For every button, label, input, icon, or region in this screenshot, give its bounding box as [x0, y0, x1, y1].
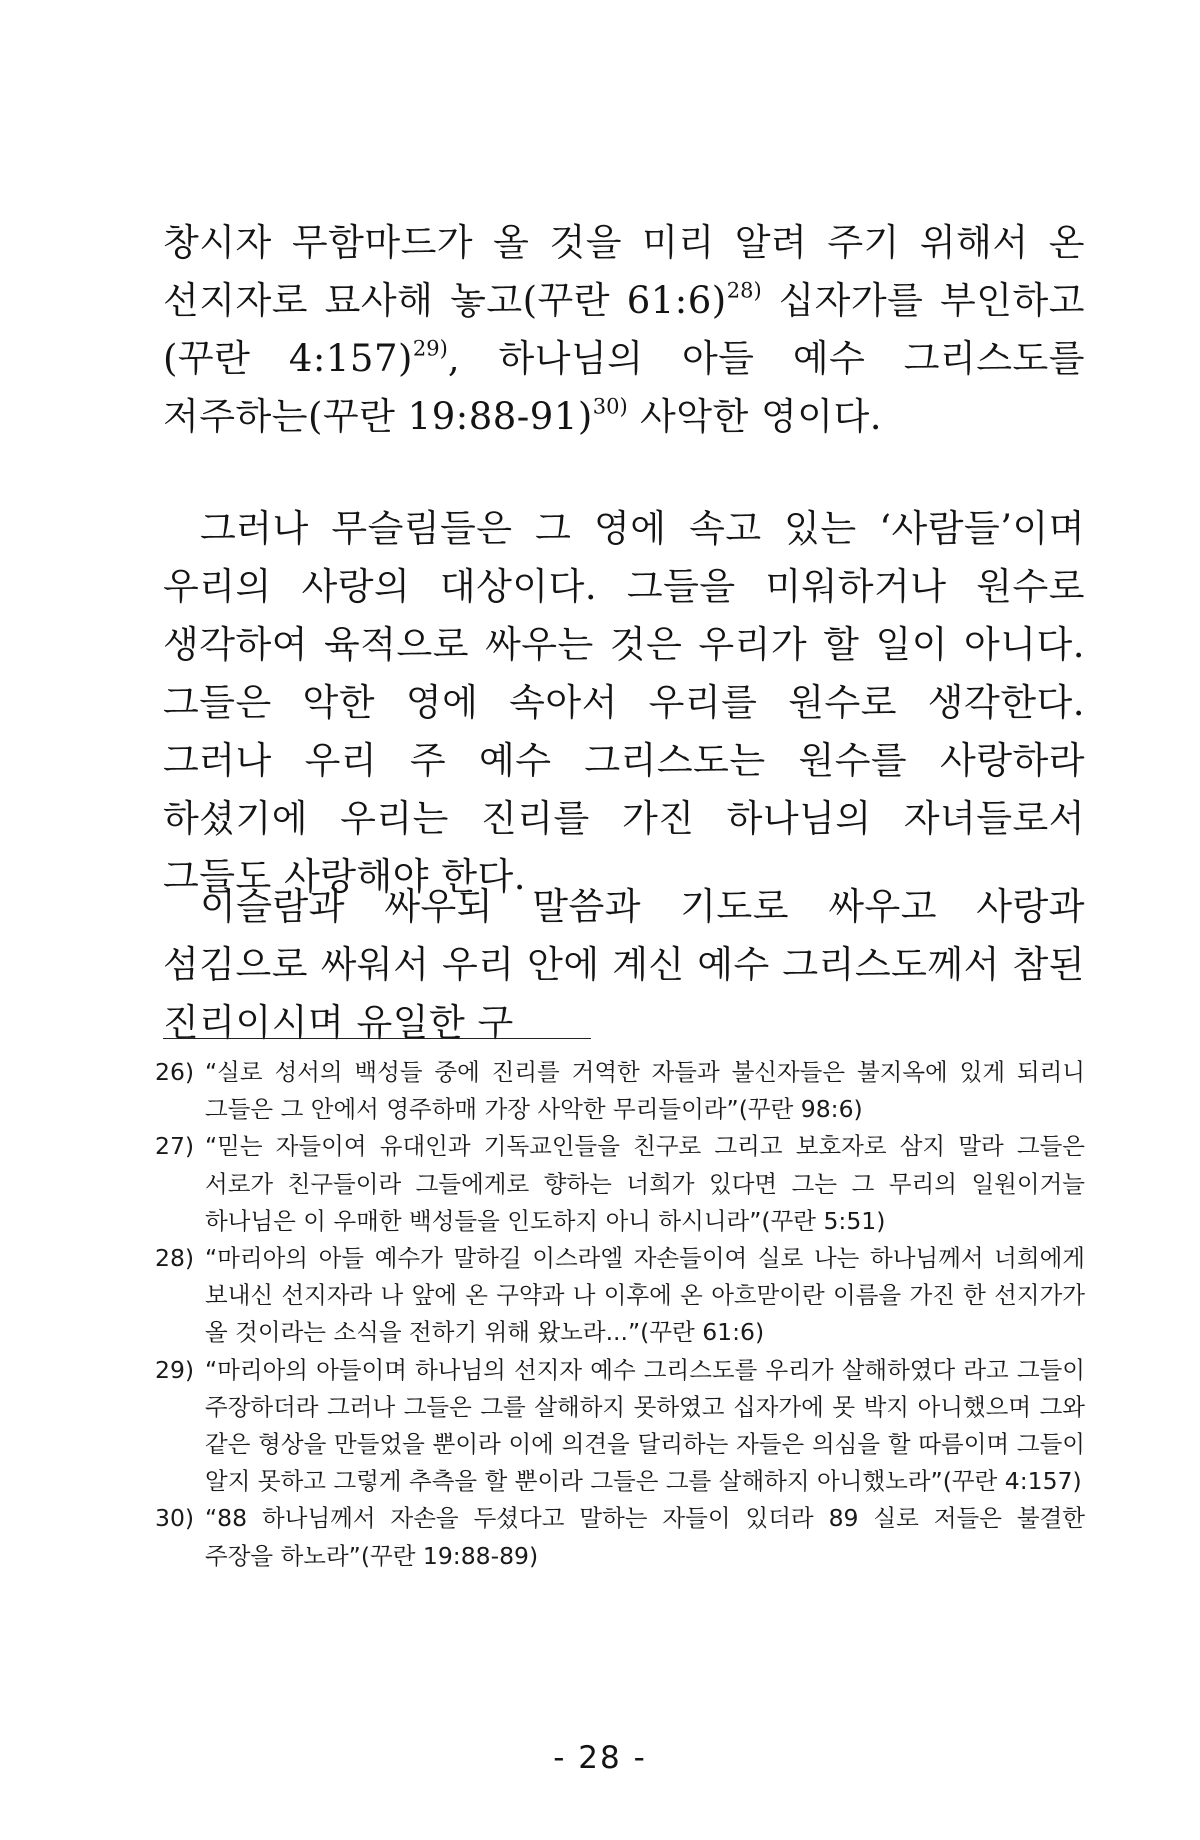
page-number: - 28 - — [553, 1740, 647, 1776]
body-paragraph-3 — [163, 878, 1085, 1052]
footnote-26 — [155, 1054, 1085, 1128]
footnote-number: 30) — [155, 1504, 195, 1533]
footnote-number: 29) — [155, 1355, 195, 1384]
paragraph-text: 창시자 무함마드가 올 것을 미리 알려 주기 위해서 온 선지자로 묘사해 놓고(꾸란 61:6) — [163, 221, 1085, 322]
paragraph-text: 그러나 무슬림들은 그 영에 속고 있는 ‘사람들’이며 우리의 사랑의 대상이다. 그들을 미워하거나 원수로 생각하여 육적으로 싸우는 것은 우리가 할 일이 아니다. 그들은 악한 영에 속아서 우리를 원수로 생각한다. 그러나 우리 주 예수 그리스도는 원수를 사랑하라 하셨기에 우리는 진리를 가진 하나님의 자녀들로서 그들도 사랑해야 한다. — [163, 507, 1085, 898]
footnote-text: “믿는 자들이여 유대인과 기독교인들을 친구로 그리고 보호자로 삼지 말라 그들은 서로가 친구들이라 그들에게로 향하는 너희가 있다면 그는 그 무리의 일원이거늘 하나님은 이 우매한 백성들을 인도하지 아니 하시니라”(꾸란 5:51) — [205, 1132, 1085, 1235]
paragraph-text: 십자가를 부인하고(꾸란 4:157) — [163, 279, 1085, 380]
footnote-ref-30: 30) — [592, 394, 628, 419]
footnote-number: 26) — [155, 1058, 195, 1086]
footnote-number: 27) — [155, 1132, 195, 1161]
footnote-28 — [155, 1240, 1085, 1352]
footnote-separator — [163, 1038, 591, 1039]
footnotes — [155, 1054, 1085, 1575]
footnote-30 — [155, 1500, 1085, 1574]
footnote-text: “마리아의 아들 예수가 말하길 이스라엘 자손들이여 실로 나는 하나님께서 너희에게 보내신 선지자라 나 앞에 온 구약과 나 이후에 온 아흐맏이란 이름을 가진 한 선지가가 올 것이라는 소식을 전하기 위해 왔노라...”(꾸란 61:6) — [205, 1244, 1085, 1347]
footnote-ref-29: 29) — [412, 336, 448, 361]
paragraph-text: , 하나님의 아들 예수 그리스도를 저주하는(꾸란 19:88-91) — [163, 337, 1085, 438]
footnote-text: “실로 성서의 백성들 중에 진리를 거역한 자들과 불신자들은 불지옥에 있게 되리니 그들은 그 안에서 영주하매 가장 사악한 무리들이라”(꾸란 98:6) — [205, 1058, 1085, 1124]
paragraph-text: 이슬람과 싸우되 말씀과 기도로 싸우고 사랑과 섬김으로 싸워서 우리 안에 계신 예수 그리스도께서 참된 진리이시며 유일한 구 — [163, 885, 1085, 1044]
body-paragraph-1 — [163, 214, 1085, 446]
footnote-number: 28) — [155, 1244, 195, 1273]
footnote-text: “마리아의 아들이며 하나님의 선지자 예수 그리스도를 우리가 살해하였다 라고 그들이 주장하더라 그러나 그들은 그를 살해하지 못하였고 십자가에 못 박지 아니했으며 그와 같은 형상을 만들었을 뿐이라 이에 의견을 달리하는 자들은 의심을 할 따름이며 그들이 알지 못하고 그렇게 추측을 할 뿐이라 그들은 그를 살해하지 아니했노라”(꾸란 4:157) — [205, 1355, 1085, 1496]
footnote-ref-28: 28) — [726, 278, 762, 303]
body-paragraph-2 — [163, 500, 1085, 906]
footnote-27 — [155, 1128, 1085, 1240]
paragraph-text: 사악한 영이다. — [627, 395, 882, 438]
footnote-text: “88 하나님께서 자손을 두셨다고 말하는 자들이 있더라 89 실로 저들은 불결한 주장을 하노라”(꾸란 19:88-89) — [205, 1504, 1085, 1570]
footnote-29 — [155, 1352, 1085, 1501]
